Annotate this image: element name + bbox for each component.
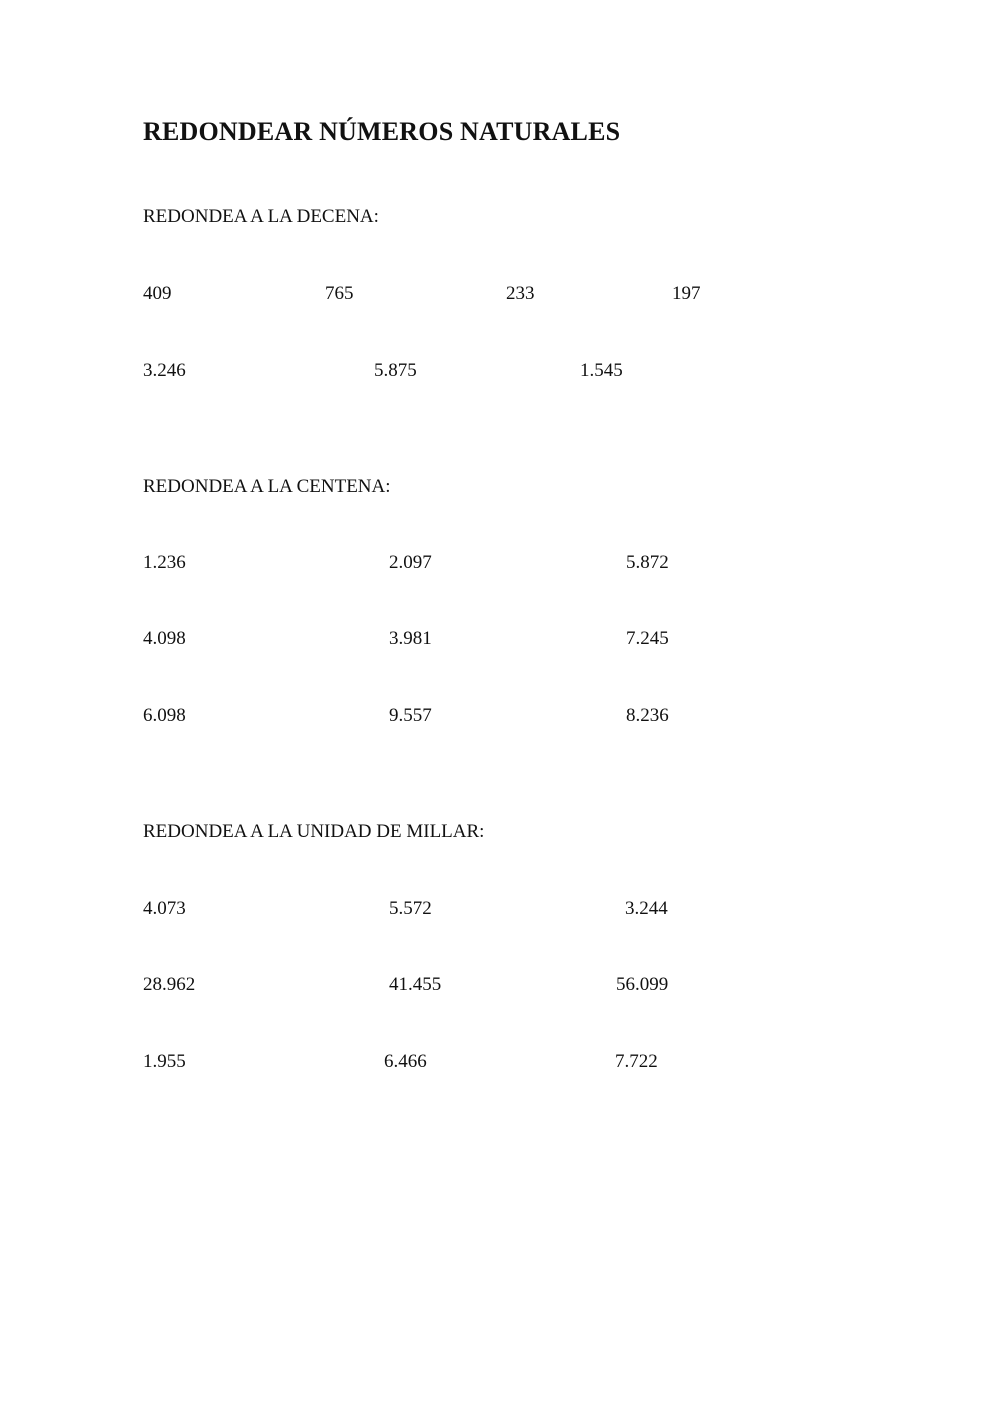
section-heading-centena: REDONDEA A LA CENTENA: xyxy=(143,476,391,497)
number-item: 5.572 xyxy=(389,898,432,919)
number-item: 28.962 xyxy=(143,974,196,995)
number-item: 1.955 xyxy=(143,1051,186,1072)
number-item: 197 xyxy=(672,283,701,304)
number-item: 2.097 xyxy=(389,552,432,573)
section-heading-decena: REDONDEA A LA DECENA: xyxy=(143,206,379,227)
number-item: 4.073 xyxy=(143,898,186,919)
number-item: 4.098 xyxy=(143,628,186,649)
number-item: 5.872 xyxy=(626,552,669,573)
number-item: 1.236 xyxy=(143,552,186,573)
number-item: 7.245 xyxy=(626,628,669,649)
number-item: 3.244 xyxy=(625,898,668,919)
number-item: 7.722 xyxy=(615,1051,658,1072)
number-item: 6.466 xyxy=(384,1051,427,1072)
number-item: 765 xyxy=(325,283,354,304)
number-item: 6.098 xyxy=(143,705,186,726)
number-item: 233 xyxy=(506,283,535,304)
section-heading-millar: REDONDEA A LA UNIDAD DE MILLAR: xyxy=(143,821,485,842)
number-item: 3.246 xyxy=(143,360,186,381)
number-item: 409 xyxy=(143,283,172,304)
page-title: REDONDEAR NÚMEROS NATURALES xyxy=(143,117,621,146)
number-item: 3.981 xyxy=(389,628,432,649)
number-item: 56.099 xyxy=(616,974,669,995)
number-item: 5.875 xyxy=(374,360,417,381)
number-item: 8.236 xyxy=(626,705,669,726)
number-item: 41.455 xyxy=(389,974,442,995)
number-item: 1.545 xyxy=(580,360,623,381)
number-item: 9.557 xyxy=(389,705,432,726)
